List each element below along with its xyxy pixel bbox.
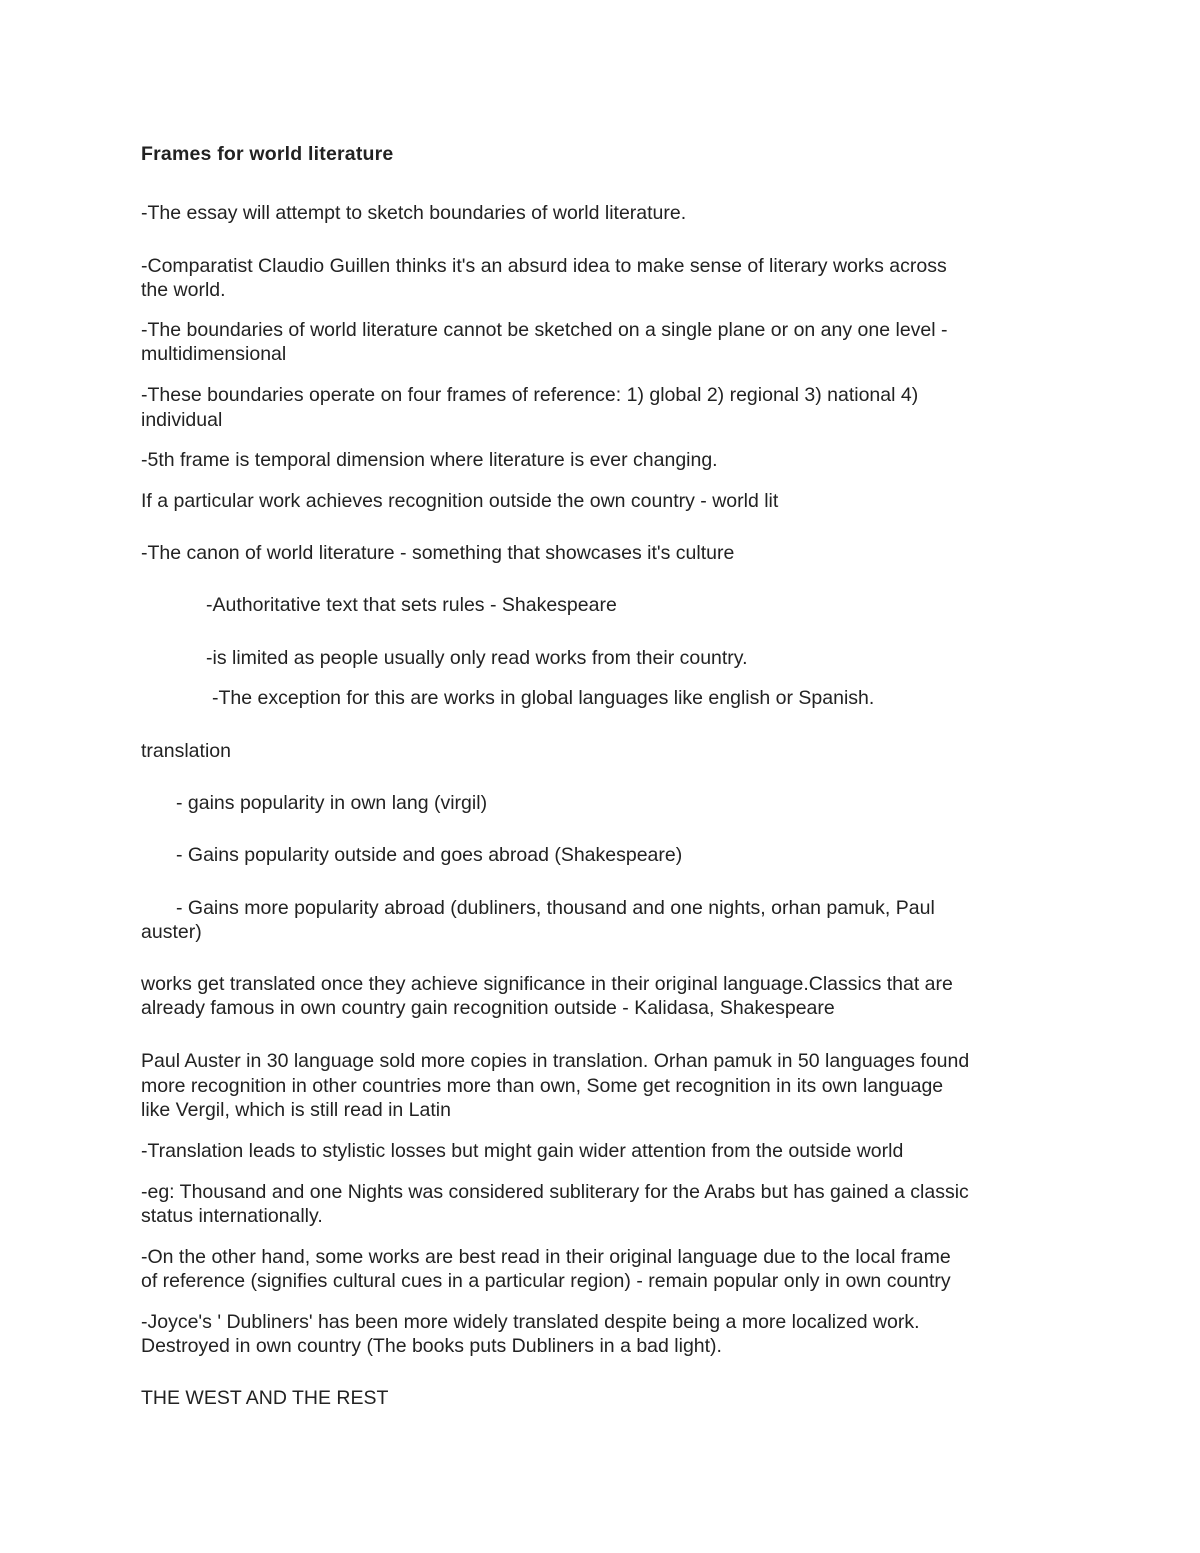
text-line: Paul Auster in 30 language sold more copies in translation. Orhan pamuk in 50 languages found [141, 1050, 970, 1072]
text-line: - Gains more popularity abroad (dubliners, thousand and one nights, orhan pamuk, Paul [176, 897, 935, 919]
text-line: - Gains popularity outside and goes abroad (Shakespeare) [176, 844, 683, 866]
text-line: -Authoritative text that sets rules - Shakespeare [206, 594, 617, 616]
section-heading: THE WEST AND THE REST [141, 1387, 389, 1409]
text-line: -These boundaries operate on four frames of reference: 1) global 2) regional 3) national 4) [141, 384, 919, 406]
text-line: -Joyce's ' Dubliners' has been more widely translated despite being a more localized work. [141, 1311, 920, 1333]
text-line: -Translation leads to stylistic losses but might gain wider attention from the outside world [141, 1140, 904, 1162]
text-line: like Vergil, which is still read in Latin [141, 1099, 451, 1121]
text-line: -eg: Thousand and one Nights was considered subliterary for the Arabs but has gained a classic [141, 1181, 969, 1203]
text-line: -On the other hand, some works are best read in their original language due to the local frame [141, 1246, 951, 1268]
text-line: -The boundaries of world literature cannot be sketched on a single plane or on any one level - [141, 319, 948, 341]
text-line: - gains popularity in own lang (virgil) [176, 792, 488, 814]
text-line: more recognition in other countries more than own, Some get recognition in its own language [141, 1075, 944, 1097]
text-line: If a particular work achieves recognition outside the own country - world lit [141, 490, 779, 512]
text-line: already famous in own country gain recognition outside - Kalidasa, Shakespeare [141, 997, 835, 1019]
text-line: works get translated once they achieve significance in their original language.Classics that are [141, 973, 953, 995]
text-line: individual [141, 409, 223, 431]
text-line: translation [141, 740, 231, 762]
text-line: the world. [141, 279, 226, 301]
text-line: of reference (signifies cultural cues in a particular region) - remain popular only in own country [141, 1270, 951, 1292]
text-line: -is limited as people usually only read works from their country. [206, 647, 748, 669]
text-line: -The exception for this are works in global languages like english or Spanish. [212, 687, 875, 709]
text-line: multidimensional [141, 343, 287, 365]
text-line: -The essay will attempt to sketch boundaries of world literature. [141, 202, 687, 224]
document-title: Frames for world literature [141, 143, 394, 165]
text-line: auster) [141, 921, 202, 943]
text-line: Destroyed in own country (The books puts Dubliners in a bad light). [141, 1335, 722, 1357]
text-line: -The canon of world literature - something that showcases it's culture [141, 542, 735, 564]
text-line: -5th frame is temporal dimension where literature is ever changing. [141, 449, 718, 471]
text-line: status internationally. [141, 1205, 323, 1227]
text-line: -Comparatist Claudio Guillen thinks it's an absurd idea to make sense of literary works across [141, 255, 947, 277]
